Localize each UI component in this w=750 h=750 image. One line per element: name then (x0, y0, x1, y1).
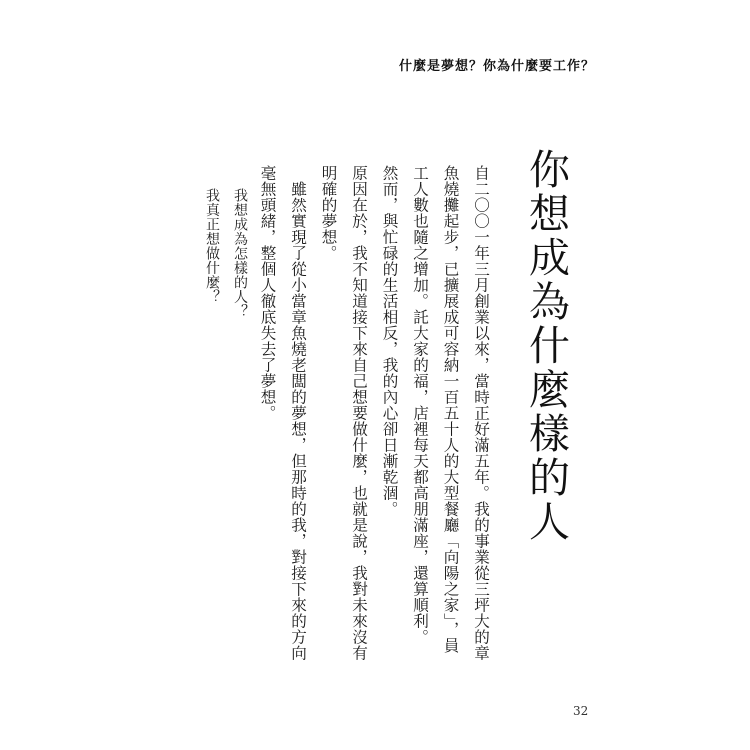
quote-block (198, 188, 254, 388)
body-paragraph: 自二〇〇一年三月創業以來，當時正好滿五年。我的事業從三坪大的章魚燒攤起步，已擴展成可容納一百五十人的大型餐廳「向陽之家」，員工人數也隨之增加。託大家的福，店裡每天都高朋滿座，還算順利。 (411, 165, 490, 661)
body-paragraph: 然而，與忙碌的生活相反，我的內心卻日漸乾涸。 (380, 165, 399, 517)
page-number: 32 (573, 704, 589, 718)
body-text (258, 165, 496, 665)
running-header: 什麼是夢想？你為什麼要工作？ (398, 59, 595, 74)
quote-line: 我真正想做什麼？ (204, 188, 220, 304)
body-paragraph: 原因在於，我不知道接下來自己想要做什麼，也就是說，我對未來沒有明確的夢想。 (319, 165, 368, 661)
chapter-title: 你想成為什麼樣的人 (522, 148, 570, 544)
body-paragraph: 雖然實現了從小當章魚燒老闆的夢想，但那時的我，對接下來的方向毫無頭緒，整個人徹底失去了夢想。 (258, 165, 307, 661)
quote-line: 我想成為怎樣的人？ (232, 188, 248, 319)
